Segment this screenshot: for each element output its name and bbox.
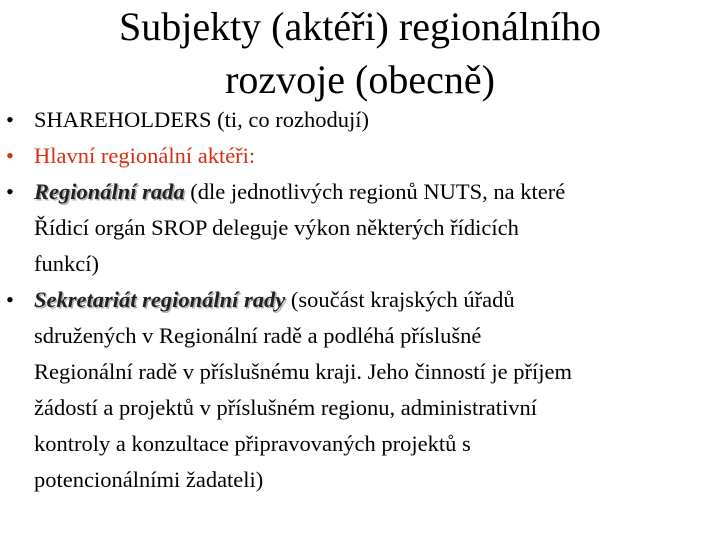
bullet-line-2: sdružených v Regionální radě a podléhá příslušné — [34, 323, 482, 348]
bullet-list — [0, 102, 720, 498]
bullet-line-2: Řídicí orgán SROP deleguje výkon některých řídicích — [34, 215, 519, 240]
bullet-dot-icon: • — [6, 143, 14, 168]
bullet-dot-icon: • — [6, 287, 14, 312]
bullet-item-shareholders — [0, 102, 720, 138]
bullet-text: (součást krajských úřadů — [285, 287, 515, 312]
bullet-text: SHAREHOLDERS (ti, co rozhodují) — [34, 107, 369, 132]
slide-title-line-2: rozvoje (obecně) — [225, 57, 495, 102]
bullet-line-1 — [34, 174, 710, 210]
bullet-text: Hlavní regionální aktéři: — [34, 143, 256, 168]
slide-title-line-1: Subjekty (aktéři) regionálního — [118, 4, 602, 49]
bullet-item-regional-council — [0, 174, 720, 282]
bullet-dot-icon: • — [6, 179, 14, 204]
slide-title — [40, 0, 680, 106]
bullet-item-secretariat — [0, 282, 720, 498]
bullet-line-4: žádostí a projektů v příslušném regionu, administrativní — [34, 395, 538, 420]
bullet-line-6: potencionálními žadateli) — [34, 467, 264, 492]
bullet-item-main-actors — [0, 138, 720, 174]
bullet-emphasis-term: Regionální rada — [34, 179, 185, 204]
bullet-line-1 — [34, 282, 710, 318]
bullet-emphasis-term: Sekretariát regionální rady — [34, 287, 286, 312]
bullet-line-5: kontroly a konzultace připravovaných projektů s — [34, 431, 471, 456]
bullet-line-3: Regionální radě v příslušnému kraji. Jeho činností je příjem — [34, 359, 573, 384]
bullet-dot-icon: • — [6, 107, 14, 132]
bullet-text: (dle jednotlivých regionů NUTS, na které — [184, 179, 566, 204]
bullet-line-3: funkcí) — [34, 251, 99, 276]
